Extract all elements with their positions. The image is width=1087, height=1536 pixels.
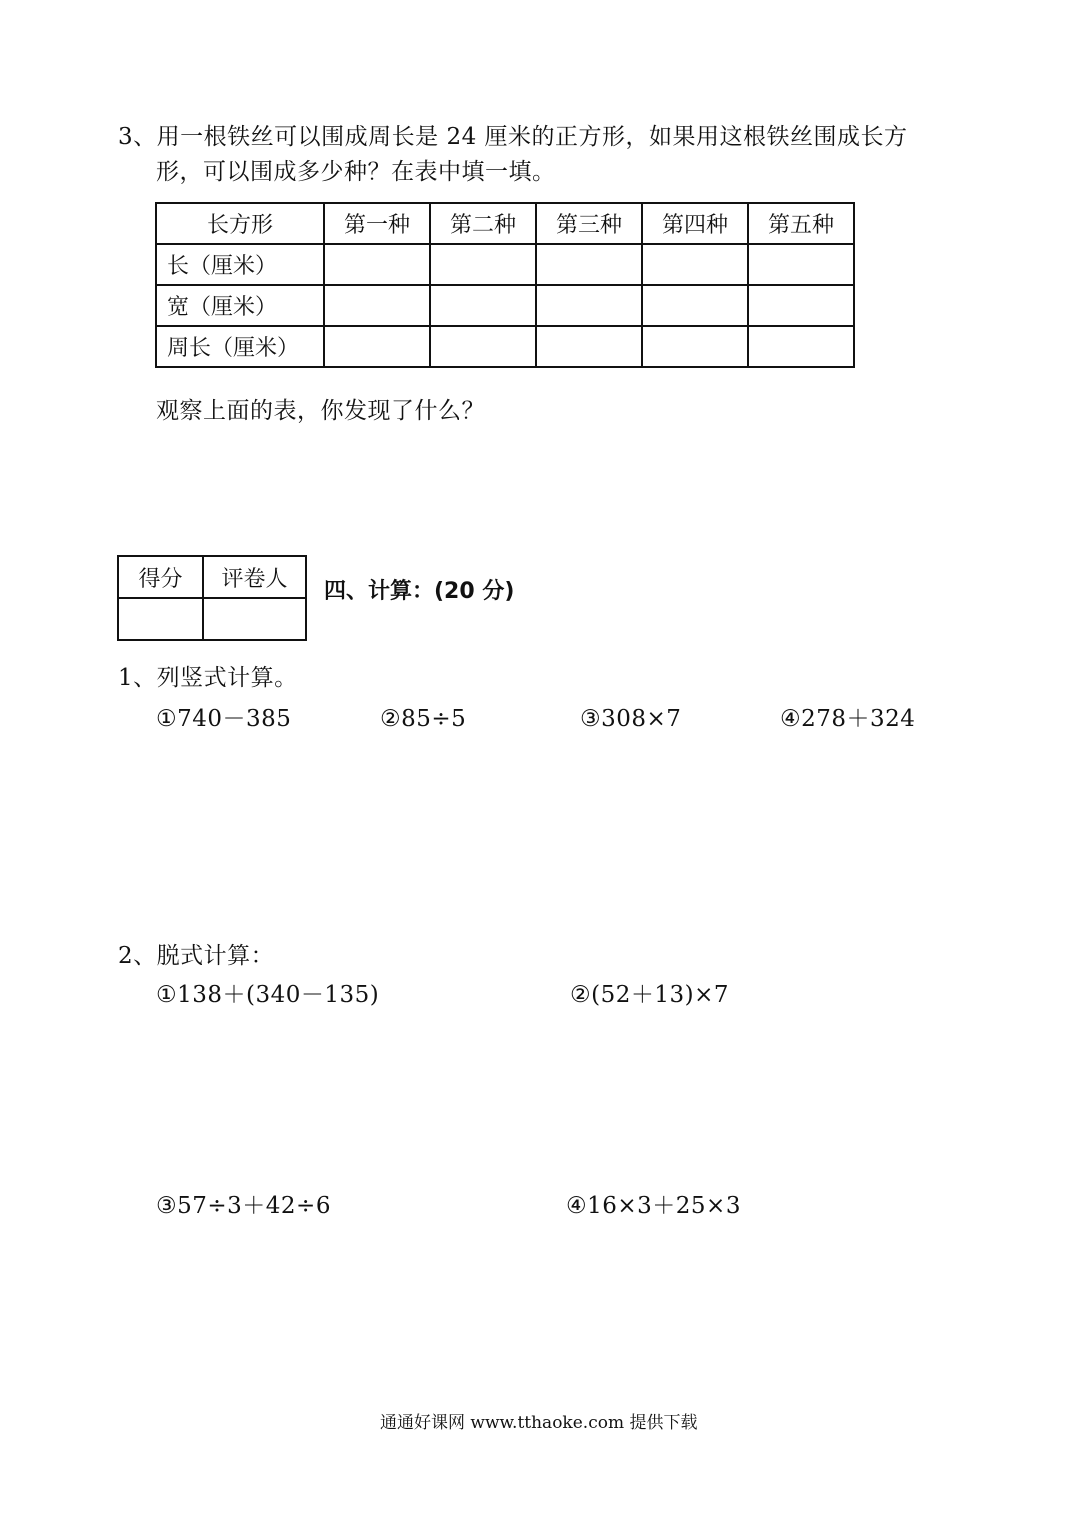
table-cell <box>430 285 536 326</box>
section-4-title: 四、计算：(20 分) <box>324 579 515 604</box>
part2-item-3: ③57÷3＋42÷6 <box>156 1193 331 1219</box>
part1-item-2: ②85÷5 <box>380 706 467 732</box>
table-header-row <box>156 203 854 244</box>
header-type-4: 第四种 <box>642 203 748 244</box>
table-cell <box>430 326 536 367</box>
q3-line1: 3、用一根铁丝可以围成周长是 24 厘米的正方形，如果用这根铁丝围成长方 <box>118 124 908 150</box>
part1-item-4: ④278＋324 <box>780 706 916 732</box>
table-cell <box>536 285 642 326</box>
table-cell <box>324 326 430 367</box>
part1-item-3: ③308×7 <box>580 706 682 732</box>
score-cell <box>118 598 203 640</box>
row-label-width: 宽（厘米） <box>156 285 324 326</box>
table-cell <box>536 244 642 285</box>
grader-cell <box>203 598 306 640</box>
table-cell <box>430 244 536 285</box>
table-cell <box>642 326 748 367</box>
header-type-2: 第二种 <box>430 203 536 244</box>
table-cell <box>536 326 642 367</box>
q3-line2: 形，可以围成多少种？在表中填一填。 <box>156 159 556 185</box>
table-row <box>156 244 854 285</box>
header-rectangle: 长方形 <box>156 203 324 244</box>
table-cell <box>642 285 748 326</box>
table-cell <box>324 285 430 326</box>
header-type-1: 第一种 <box>324 203 430 244</box>
table-row <box>156 285 854 326</box>
part2-item-1: ①138＋(340－135) <box>156 982 380 1008</box>
row-label-length: 长（厘米） <box>156 244 324 285</box>
table-cell <box>748 326 854 367</box>
header-type-3: 第三种 <box>536 203 642 244</box>
part2-heading: 2、脱式计算： <box>118 943 275 969</box>
row-label-perimeter: 周长（厘米） <box>156 326 324 367</box>
footer-text: 通通好课网 www.tthaoke.com 提供下载 <box>380 1413 698 1433</box>
part1-heading: 1、列竖式计算。 <box>118 665 298 691</box>
table-row <box>156 326 854 367</box>
table-cell <box>748 285 854 326</box>
rectangle-table <box>155 202 855 368</box>
header-type-5: 第五种 <box>748 203 854 244</box>
table-cell <box>642 244 748 285</box>
part2-item-4: ④16×3＋25×3 <box>566 1193 741 1219</box>
score-label: 得分 <box>118 556 203 598</box>
table-cell <box>324 244 430 285</box>
score-box <box>117 555 307 641</box>
part2-item-2: ②(52＋13)×7 <box>570 982 730 1008</box>
grader-label: 评卷人 <box>203 556 306 598</box>
q3-observe-prompt: 观察上面的表，你发现了什么？ <box>156 398 485 424</box>
part1-item-1: ①740－385 <box>156 706 292 732</box>
table-cell <box>748 244 854 285</box>
